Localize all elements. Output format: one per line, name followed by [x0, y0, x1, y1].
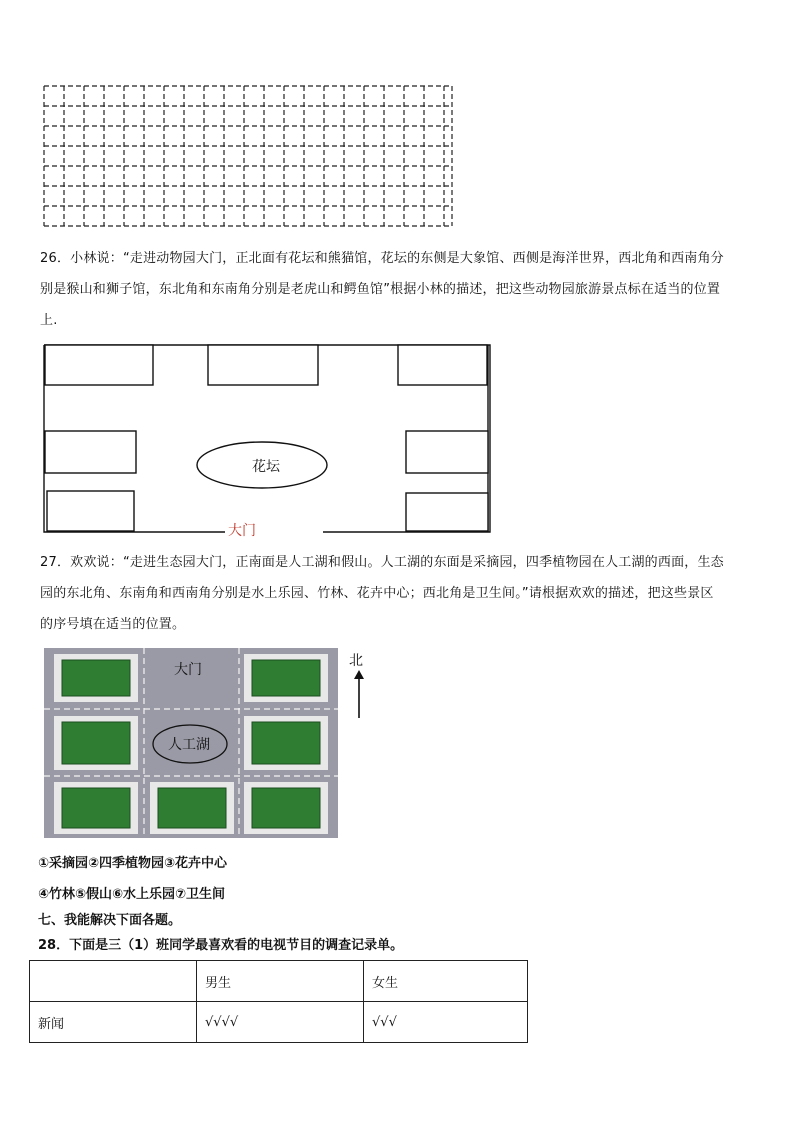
- plot-south: [158, 788, 226, 828]
- eco-gate-label: 大门: [174, 662, 202, 678]
- question-27-text: [40, 547, 760, 640]
- question-26-text: [40, 243, 760, 336]
- plot-west: [62, 722, 130, 764]
- table-header-cell-boys: 男生: [197, 961, 364, 1002]
- zoo-box-east: [406, 431, 488, 473]
- dashed-grid: [38, 82, 458, 232]
- zoo-box-southeast: [406, 493, 488, 531]
- zoo-box-northwest: [45, 345, 153, 385]
- q27-line-2: 园的东北角、东南角和西南角分别是水上乐园、竹林、花卉中心；西北角是卫生间。”请根据欢欢的描述，把这些景区: [40, 586, 714, 601]
- north-arrow-icon: [352, 668, 366, 720]
- zoo-gate-label: 大门: [228, 523, 256, 539]
- q27-line-3: 的序号填在适当的位置。: [40, 617, 186, 632]
- row-girls-tally: √√√: [364, 1002, 528, 1043]
- row-boys-tally: √√√√: [197, 1002, 364, 1043]
- zoo-map: [40, 340, 496, 540]
- q26-line-3: 上.: [40, 313, 58, 328]
- plot-northeast: [252, 660, 320, 696]
- question-28-intro: 28．下面是三（1）班同学最喜欢看的电视节目的调查记录单。: [38, 938, 404, 953]
- zoo-box-north: [208, 345, 318, 385]
- survey-table: [29, 960, 528, 1043]
- table-header-cell-girls: 女生: [364, 961, 528, 1002]
- zoo-box-northeast: [398, 345, 487, 385]
- plot-east: [252, 722, 320, 764]
- table-header-row: [30, 961, 528, 1002]
- zoo-box-west: [45, 431, 136, 473]
- q26-line-1: 26．小林说：“走进动物园大门，正北面有花坛和熊猫馆，花坛的东侧是大象馆、西侧是海洋世界，西北角和西南角分: [40, 251, 724, 266]
- artificial-lake-label: 人工湖: [168, 737, 210, 753]
- legend-line-1: ①采摘园②四季植物园③花卉中心: [38, 856, 228, 871]
- plot-southeast: [252, 788, 320, 828]
- flower-bed-label: 花坛: [252, 459, 280, 475]
- section-7-heading: 七、我能解决下面各题。: [38, 913, 182, 928]
- eco-park-map: [44, 648, 340, 840]
- plot-northwest: [62, 660, 130, 696]
- table-row: [30, 1002, 528, 1043]
- q27-line-1: 27．欢欢说：“走进生态园大门，正南面是人工湖和假山。人工湖的东面是采摘园，四季植物园在人工湖的西面，生态: [40, 555, 724, 570]
- zoo-box-southwest: [47, 491, 134, 531]
- table-header-cell-blank: [30, 961, 197, 1002]
- legend-line-2: ④竹林⑤假山⑥水上乐园⑦卫生间: [38, 887, 226, 902]
- q26-line-2: 别是猴山和狮子馆，东北角和东南角分别是老虎山和鳄鱼馆”根据小林的描述，把这些动物园旅游景点标在适当的位置: [40, 282, 721, 297]
- north-label: 北: [349, 653, 363, 669]
- plot-southwest: [62, 788, 130, 828]
- row-label: 新闻: [30, 1002, 197, 1043]
